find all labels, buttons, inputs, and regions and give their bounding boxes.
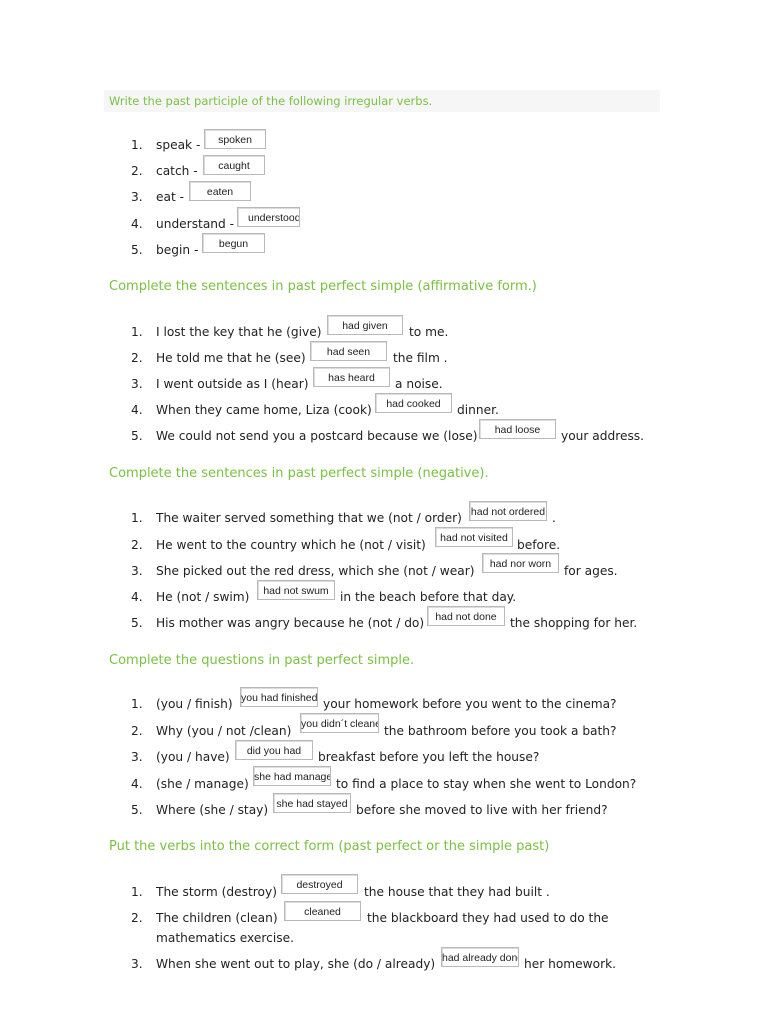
sentence-end: her homework. <box>524 957 617 971</box>
list-item: 3. (you / have) <box>131 750 230 764</box>
list-item: 1. (you / finish) <box>131 697 233 711</box>
answer-input[interactable] <box>427 606 505 626</box>
answer-input[interactable] <box>313 367 390 387</box>
sentence-continuation: mathematics exercise. <box>156 931 294 945</box>
list-item: 1. speak - <box>131 138 201 152</box>
list-item: 1. The waiter served something that we (not / order) <box>131 511 462 525</box>
answer-input[interactable] <box>327 315 403 335</box>
section-4-title: Complete the questions in past perfect simple. <box>109 653 415 668</box>
sentence-end: . <box>552 511 556 525</box>
answer-input[interactable] <box>235 740 313 760</box>
list-item: 2. catch - <box>131 164 198 178</box>
section-2-title: Complete the sentences in past perfect simple (affirmative form.) <box>109 279 537 294</box>
answer-input[interactable] <box>253 766 331 786</box>
sentence-end: a noise. <box>395 377 443 391</box>
answer-input[interactable] <box>435 527 513 547</box>
list-item: 3. I went outside as I (hear) <box>131 377 309 391</box>
answer-input[interactable] <box>189 181 251 201</box>
list-item: 5. We could not send you a postcard because we (lose) <box>131 429 478 443</box>
sentence-end: your homework before you went to the cinema? <box>323 697 617 711</box>
answer-input[interactable] <box>479 419 556 439</box>
list-item: 4. (she / manage) <box>131 777 249 791</box>
list-item: 2. The children (clean) <box>131 911 278 925</box>
list-item: 5. Where (she / stay) <box>131 803 269 817</box>
list-item: 5. begin - <box>131 243 199 257</box>
sentence-end: before she moved to live with her friend? <box>356 803 608 817</box>
sentence-end: breakfast before you left the house? <box>318 750 540 764</box>
sentence-end: to me. <box>409 325 449 339</box>
answer-input[interactable] <box>203 155 265 175</box>
list-item: 4. understand - <box>131 217 235 231</box>
answer-input[interactable] <box>204 129 266 149</box>
sentence-end: your address. <box>561 429 645 443</box>
list-item: 5. His mother was angry because he (not / do) <box>131 616 425 630</box>
list-item: 3. She picked out the red dress, which she (not / wear) <box>131 564 475 578</box>
list-item: 4. When they came home, Liza (cook) <box>131 403 372 417</box>
list-item: 4. He (not / swim) <box>131 590 250 604</box>
answer-input[interactable] <box>482 553 559 573</box>
sentence-end: the shopping for her. <box>510 616 638 630</box>
answer-input[interactable] <box>284 901 361 921</box>
list-item: 1. The storm (destroy) <box>131 885 277 899</box>
answer-input[interactable] <box>300 713 379 733</box>
sentence-end: the blackboard they had used to do the <box>367 911 609 925</box>
sentence-end: the film . <box>393 351 448 365</box>
answer-input[interactable] <box>281 874 358 894</box>
answer-input[interactable] <box>469 501 547 521</box>
list-item: 3. When she went out to play, she (do / already) <box>131 957 436 971</box>
list-item: 2. He went to the country which he (not / visit) <box>131 538 426 552</box>
answer-input[interactable] <box>273 793 351 813</box>
answer-input[interactable] <box>310 341 387 361</box>
sentence-end: for ages. <box>564 564 618 578</box>
answer-input[interactable] <box>257 580 335 600</box>
section-1-title: Write the past participle of the following irregular verbs. <box>109 94 433 108</box>
list-item: 1. I lost the key that he (give) <box>131 325 322 339</box>
sentence-end: the house that they had built . <box>364 885 550 899</box>
answer-input[interactable] <box>375 393 452 413</box>
sentence-end: the bathroom before you took a bath? <box>384 724 617 738</box>
section-3-title: Complete the sentences in past perfect simple (negative). <box>109 466 489 481</box>
answer-input[interactable] <box>240 687 318 707</box>
answer-input[interactable] <box>237 207 300 227</box>
section-5-title: Put the verbs into the correct form (past perfect or the simple past) <box>109 839 550 854</box>
list-item: 3. eat - <box>131 190 185 204</box>
sentence-end: to find a place to stay when she went to London? <box>336 777 637 791</box>
list-item: 2. Why (you / not /clean) <box>131 724 292 738</box>
answer-input[interactable] <box>441 947 519 967</box>
sentence-end: in the beach before that day. <box>340 590 517 604</box>
answer-input[interactable] <box>202 233 265 253</box>
sentence-end: dinner. <box>457 403 499 417</box>
sentence-end: before. <box>517 538 561 552</box>
list-item: 2. He told me that he (see) <box>131 351 306 365</box>
